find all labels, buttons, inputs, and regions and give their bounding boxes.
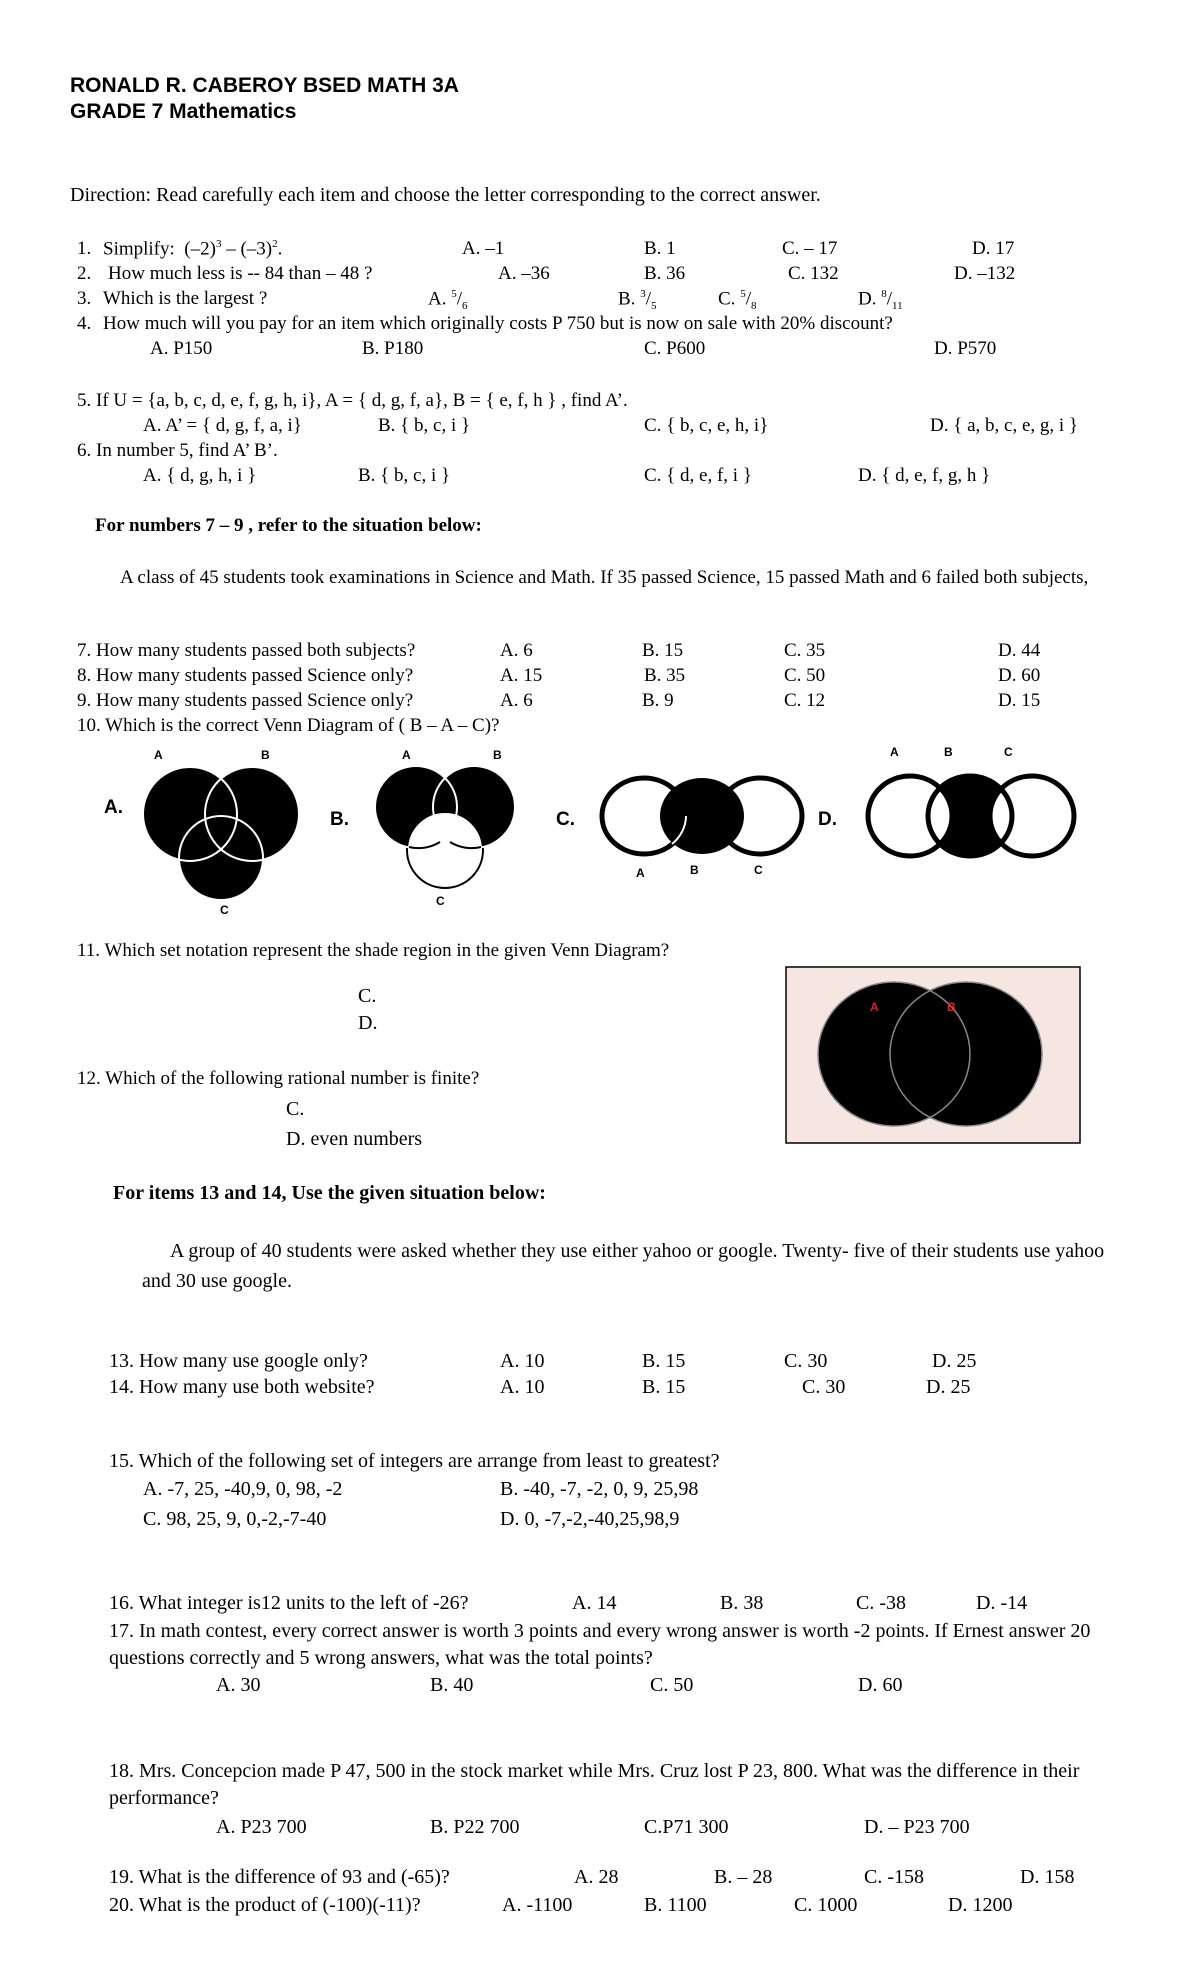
q16-option-d: D. -14 [976,1592,1028,1614]
q19-text: 19. What is the difference of 93 and (-65)? [109,1866,450,1888]
q3-text: Which is the largest ? [103,288,268,309]
q19-option-d: D. 158 [1020,1866,1075,1888]
venn-b-circle-c [407,812,483,888]
q6-option-b: B. { b, c, i } [358,465,451,486]
situation-2-heading: For items 13 and 14, Use the given situation below: [113,1182,546,1204]
q11-option-c: C. [358,985,377,1007]
q8-option-c: C. 50 [784,665,826,686]
q1-tail: . [277,238,283,260]
q13-option-c: C. 30 [784,1350,828,1372]
q12-option-c: C. [286,1098,305,1120]
q1-exp-b: 2 [272,238,278,250]
q11-venn-label-b: B [947,1000,956,1014]
venn-d-label-c: C [1004,745,1013,759]
q15-option-d: D. 0, -7,-2,-40,25,98,9 [500,1508,680,1530]
q7-option-c: C. 35 [784,640,826,661]
q3-number: 3. [77,288,92,309]
venn-diagram-option-d [864,770,1080,862]
q4-text: How much will you pay for an item which originally costs P 750 but is now on sale with 20% discount? [103,313,893,334]
q8-option-a: A. 15 [500,665,543,686]
q13-text: 13. How many use google only? [109,1350,368,1372]
q1-option-b: B. 1 [644,238,676,259]
q14-option-a: A. 10 [500,1376,545,1398]
subject-line: GRADE 7 Mathematics [70,100,297,123]
q7-text: 7. How many students passed both subjects? [77,640,416,661]
q18-option-d: D. – P23 700 [864,1816,970,1838]
q6-text: 6. In number 5, find A’ B’. [77,440,278,461]
q16-option-b: B. 38 [720,1592,764,1614]
venn-b-label-c: C [436,894,445,908]
q11-venn-figure [785,966,1081,1144]
q15-option-b: B. -40, -7, -2, 0, 9, 25,98 [500,1478,699,1500]
q7-option-d: D. 44 [998,640,1041,661]
q16-text: 16. What integer is12 units to the left of -26? [109,1592,469,1614]
venn-diagram-option-a [138,762,308,902]
q3-a-num: 5 [451,288,457,300]
q10-option-c-label: C. [556,809,575,830]
venn-a-label-b: B [261,748,270,762]
q9-option-d: D. 15 [998,690,1041,711]
q5-option-d: D. { a, b, c, e, g, i } [930,415,1079,436]
q4-option-a: A. P150 [150,338,213,359]
situation-1-text: A class of 45 students took examinations in Science and Math. If 35 passed Science, 15 passed Math and 6 failed both subjects, [120,567,1089,588]
q1-text: Simplify: [103,238,175,260]
q17-option-b: B. 40 [430,1674,474,1696]
q9-text: 9. How many students passed Science only? [77,690,414,711]
q3-c-prefix: C. [718,288,741,310]
venn-b-label-b: B [493,748,502,762]
q4-option-b: B. P180 [362,338,424,359]
author-line: RONALD R. CABEROY BSED MATH 3A [70,74,459,97]
situation-2-text: A group of 40 students were asked whether they use either yahoo or google. Twenty- five of their students use yahoo and 30 use google. [142,1240,1105,1292]
q16-option-c: C. -38 [856,1592,906,1614]
q4-option-c: C. P600 [644,338,706,359]
q11-option-d: D. [358,1012,378,1034]
q19-option-b: B. – 28 [714,1866,773,1888]
q2-option-b: B. 36 [644,263,686,284]
q4-number: 4. [77,313,92,334]
venn-diagram-option-c [598,772,808,860]
q4-option-d: D. P570 [934,338,997,359]
q7-option-a: A. 6 [500,640,533,661]
q19-option-c: C. -158 [864,1866,924,1888]
q1-option-a: A. –1 [462,238,505,259]
situation-1-heading: For numbers 7 – 9 , refer to the situation below: [95,515,482,536]
q14-text: 14. How many use both website? [109,1376,375,1398]
direction-text: Direction: Read carefully each item and choose the letter corresponding to the correct answer. [70,184,821,206]
q20-option-c: C. 1000 [794,1894,858,1916]
q18-option-a: A. P23 700 [216,1816,307,1838]
q18-option-c: C.P71 300 [644,1816,729,1838]
venn-diagram-option-b [370,762,530,894]
q7-option-b: B. 15 [642,640,684,661]
venn-a-label-a: A [154,748,163,762]
q10-text: 10. Which is the correct Venn Diagram of ( B – A – C)? [77,715,500,736]
venn-a-shading [143,767,299,900]
q19-option-a: A. 28 [574,1866,619,1888]
q9-option-c: C. 12 [784,690,826,711]
q5-text: 5. If U = {a, b, c, d, e, f, g, h, i}, A = { d, g, f, a}, B = { e, f, h } , find A’. [77,390,628,411]
q3-b-prefix: B. [618,288,641,310]
venn-b-label-a: A [402,748,411,762]
q15-option-c: C. 98, 25, 9, 0,-2,-7-40 [143,1508,327,1530]
q3-a-prefix: A. [428,288,452,310]
q20-option-a: A. -1100 [502,1894,573,1916]
venn-c-label-a: A [636,866,645,880]
q15-option-a: A. -7, 25, -40,9, 0, 98, -2 [143,1478,343,1500]
q12-text: 12. Which of the following rational number is finite? [77,1068,480,1089]
q3-option-c: C. $^5/_8$ [718,288,757,313]
q3-option-a: A. $^5/_6$ [428,288,468,313]
q9-option-b: B. 9 [642,690,674,711]
venn-c-label-c: C [754,863,763,877]
q14-option-b: B. 15 [642,1376,686,1398]
q6-option-d: D. { d, e, f, g, h } [858,465,991,486]
q1-expression [103,238,282,260]
q18-option-b: B. P22 700 [430,1816,520,1838]
q2-number: 2. [77,263,92,284]
q3-d-den: 11 [892,300,903,313]
q13-option-a: A. 10 [500,1350,545,1372]
q3-a-den: 6 [462,300,468,313]
venn-d-label-a: A [890,745,899,759]
q1-base-a: (–2) [184,238,216,260]
q8-text: 8. How many students passed Science only? [77,665,414,686]
q14-option-c: C. 30 [802,1376,846,1398]
q1-minus: – (–3) [221,238,273,260]
q3-d-prefix: D. [858,288,882,310]
q3-c-den: 8 [750,300,757,313]
q3-c-num: 5 [740,288,746,300]
q20-option-b: B. 1100 [644,1894,707,1916]
q2-option-c: C. 132 [788,263,839,284]
q10-option-b-label: B. [330,809,349,830]
q17-text: 17. In math contest, every correct answer is worth 3 points and every wrong answer is worth -2 points. If Ernest answer 20 questions correctly and 5 wrong answers, what was the total points? [109,1620,1091,1669]
q18-text: 18. Mrs. Concepcion made P 47, 500 in the stock market while Mrs. Cruz lost P 23, 800. What was the difference in their performance? [109,1760,1080,1809]
q1-option-d: D. 17 [972,238,1015,259]
q17-option-c: C. 50 [650,1674,694,1696]
q1-number: 1. [77,238,92,259]
q8-option-d: D. 60 [998,665,1041,686]
q13-option-b: B. 15 [642,1350,686,1372]
q2-option-a: A. –36 [498,263,550,284]
q13-option-d: D. 25 [932,1350,977,1372]
q11-venn-label-a: A [870,1000,879,1014]
q9-option-a: A. 6 [500,690,533,711]
q3-d-num: 8 [881,288,887,300]
q15-text: 15. Which of the following set of integers are arrange from least to greatest? [109,1450,720,1472]
q8-option-b: B. 35 [644,665,686,686]
q3-option-d: D. $^8/_{11}$ [858,288,903,313]
q20-option-d: D. 1200 [948,1894,1013,1916]
q3-option-b: B. $^3/_5$ [618,288,657,313]
q2-text: How much less is -- 84 than – 48 ? [108,263,373,284]
q10-option-a-label: A. [104,797,123,818]
venn-d-label-b: B [944,745,953,759]
q16-option-a: A. 14 [572,1592,617,1614]
q14-option-d: D. 25 [926,1376,971,1398]
q3-b-num: 3 [640,288,646,300]
q17-option-a: A. 30 [216,1674,261,1696]
venn-c-label-b: B [690,863,699,877]
q12-option-d: D. even numbers [286,1128,423,1150]
q1-option-c: C. – 17 [782,238,838,259]
q5-option-a: A. A’ = { d, g, f, a, i} [143,415,302,436]
q5-option-b: B. { b, c, i } [378,415,471,436]
q6-option-a: A. { d, g, h, i } [143,465,257,486]
venn-a-label-c: C [220,903,229,917]
q1-exp-a: 3 [215,238,222,250]
q11-text: 11. Which set notation represent the shade region in the given Venn Diagram? [77,940,670,961]
q10-option-d-label: D. [818,809,837,830]
q17-option-d: D. 60 [858,1674,903,1696]
q3-b-den: 5 [650,300,657,313]
q20-text: 20. What is the product of (-100)(-11)? [109,1894,421,1916]
q5-option-c: C. { b, c, e, h, i} [644,415,769,436]
q6-option-c: C. { d, e, f, i } [644,465,752,486]
q2-option-d: D. –132 [954,263,1016,284]
